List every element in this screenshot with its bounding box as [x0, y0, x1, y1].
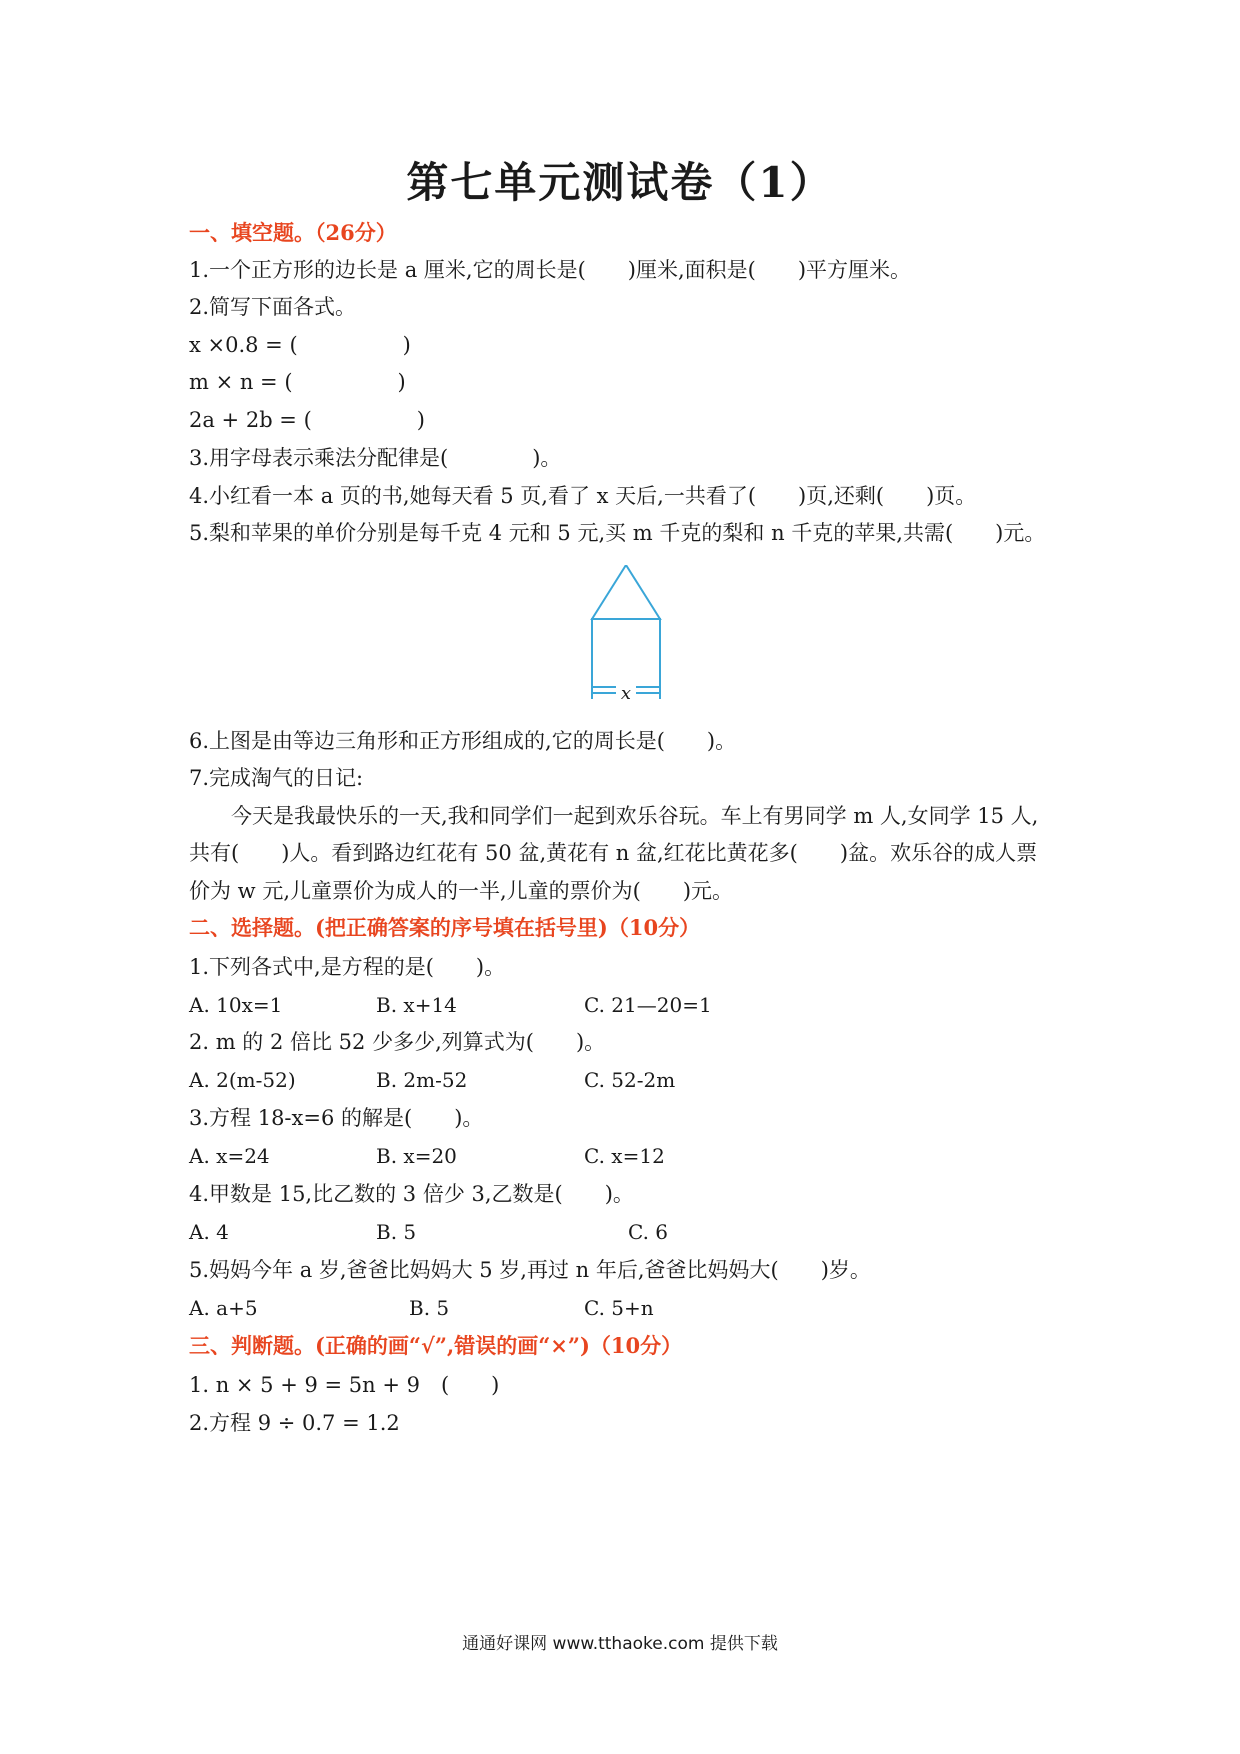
option-2-3-c: C. x=12: [584, 1144, 665, 1168]
option-2-5-c: C. 5+n: [584, 1296, 654, 1320]
option-2-3-a: A. x=24: [189, 1144, 270, 1168]
option-2-2-c: C. 52-2m: [584, 1068, 676, 1092]
question-1-1: 1.一个正方形的边长是 a 厘米,它的周长是( )厘米,面积是( )平方厘米。: [189, 258, 912, 282]
diary-line-3: 价为 w 元,儿童票价为成人的一半,儿童的票价为( )元。: [189, 879, 734, 903]
side-label: x: [620, 683, 632, 700]
option-2-4-b: B. 5: [376, 1220, 417, 1244]
option-2-5-a: A. a+5: [189, 1296, 258, 1320]
question-2-3: 3.方程 18-x=6 的解是( )。: [189, 1106, 484, 1130]
question-1-5: 5.梨和苹果的单价分别是每千克 4 元和 5 元,买 m 千克的梨和 n 千克的苹果,共需( )元。: [189, 521, 1046, 545]
question-1-2c: 2a + 2b = ( ): [189, 408, 425, 432]
section-true-false: 三、判断题。(正确的画“√”,错误的画“×”)（10分）: [189, 1333, 683, 1358]
question-2-1: 1.下列各式中,是方程的是( )。: [189, 955, 506, 979]
question-3-1: 1. n × 5 + 9 = 5n + 9 ( ): [189, 1373, 500, 1397]
diary-line-1: 今天是我最快乐的一天,我和同学们一起到欢乐谷玩。车上有男同学 m 人,女同学 15 人,: [231, 804, 1039, 828]
question-3-2: 2.方程 9 ÷ 0.7 = 1.2: [189, 1411, 400, 1435]
option-2-4-a: A. 4: [189, 1220, 229, 1244]
question-1-2: 2.简写下面各式。: [189, 295, 357, 319]
question-1-3: 3.用字母表示乘法分配律是( )。: [189, 446, 562, 470]
equilateral-triangle: [592, 565, 660, 619]
option-2-1-b: B. x+14: [376, 993, 457, 1017]
question-2-2: 2. m 的 2 倍比 52 少多少,列算式为( )。: [189, 1030, 606, 1054]
question-1-2b: m × n = ( ): [189, 370, 406, 394]
section-fill-in: 一、填空题。（26分）: [189, 220, 397, 245]
option-2-2-b: B. 2m-52: [376, 1068, 468, 1092]
option-2-2-a: A. 2(m-52): [189, 1068, 296, 1092]
question-2-4: 4.甲数是 15,比乙数的 3 倍少 3,乙数是( )。: [189, 1182, 634, 1206]
question-2-5: 5.妈妈今年 a 岁,爸爸比妈妈大 5 岁,再过 n 年后,爸爸比妈妈大( )岁。: [189, 1258, 871, 1282]
section-multiple-choice: 二、选择题。(把正确答案的序号填在括号里)（10分）: [189, 915, 701, 940]
question-1-2a: x ×0.8 = ( ): [189, 333, 411, 357]
diary-line-2: 共有( )人。看到路边红花有 50 盆,黄花有 n 盆,红花比黄花多( )盆。欢乐谷的成人票: [189, 841, 1038, 865]
question-1-6: 6.上图是由等边三角形和正方形组成的,它的周长是( )。: [189, 729, 737, 753]
option-2-1-a: A. 10x=1: [189, 993, 283, 1017]
option-2-5-b: B. 5: [409, 1296, 450, 1320]
question-1-7: 7.完成淘气的日记:: [189, 766, 364, 790]
triangle-square-diagram: [580, 565, 670, 700]
square: [592, 619, 660, 687]
option-2-4-c: C. 6: [628, 1220, 669, 1244]
page-title: 第七单元测试卷（1）: [406, 158, 834, 207]
question-1-4: 4.小红看一本 a 页的书,她每天看 5 页,看了 x 天后,一共看了( )页,还剩( )页。: [189, 484, 977, 508]
option-2-3-b: B. x=20: [376, 1144, 457, 1168]
option-2-1-c: C. 21—20=1: [584, 993, 712, 1017]
footer-credit: 通通好课网 www.tthaoke.com 提供下载: [462, 1634, 778, 1654]
house-figure: [580, 565, 670, 704]
